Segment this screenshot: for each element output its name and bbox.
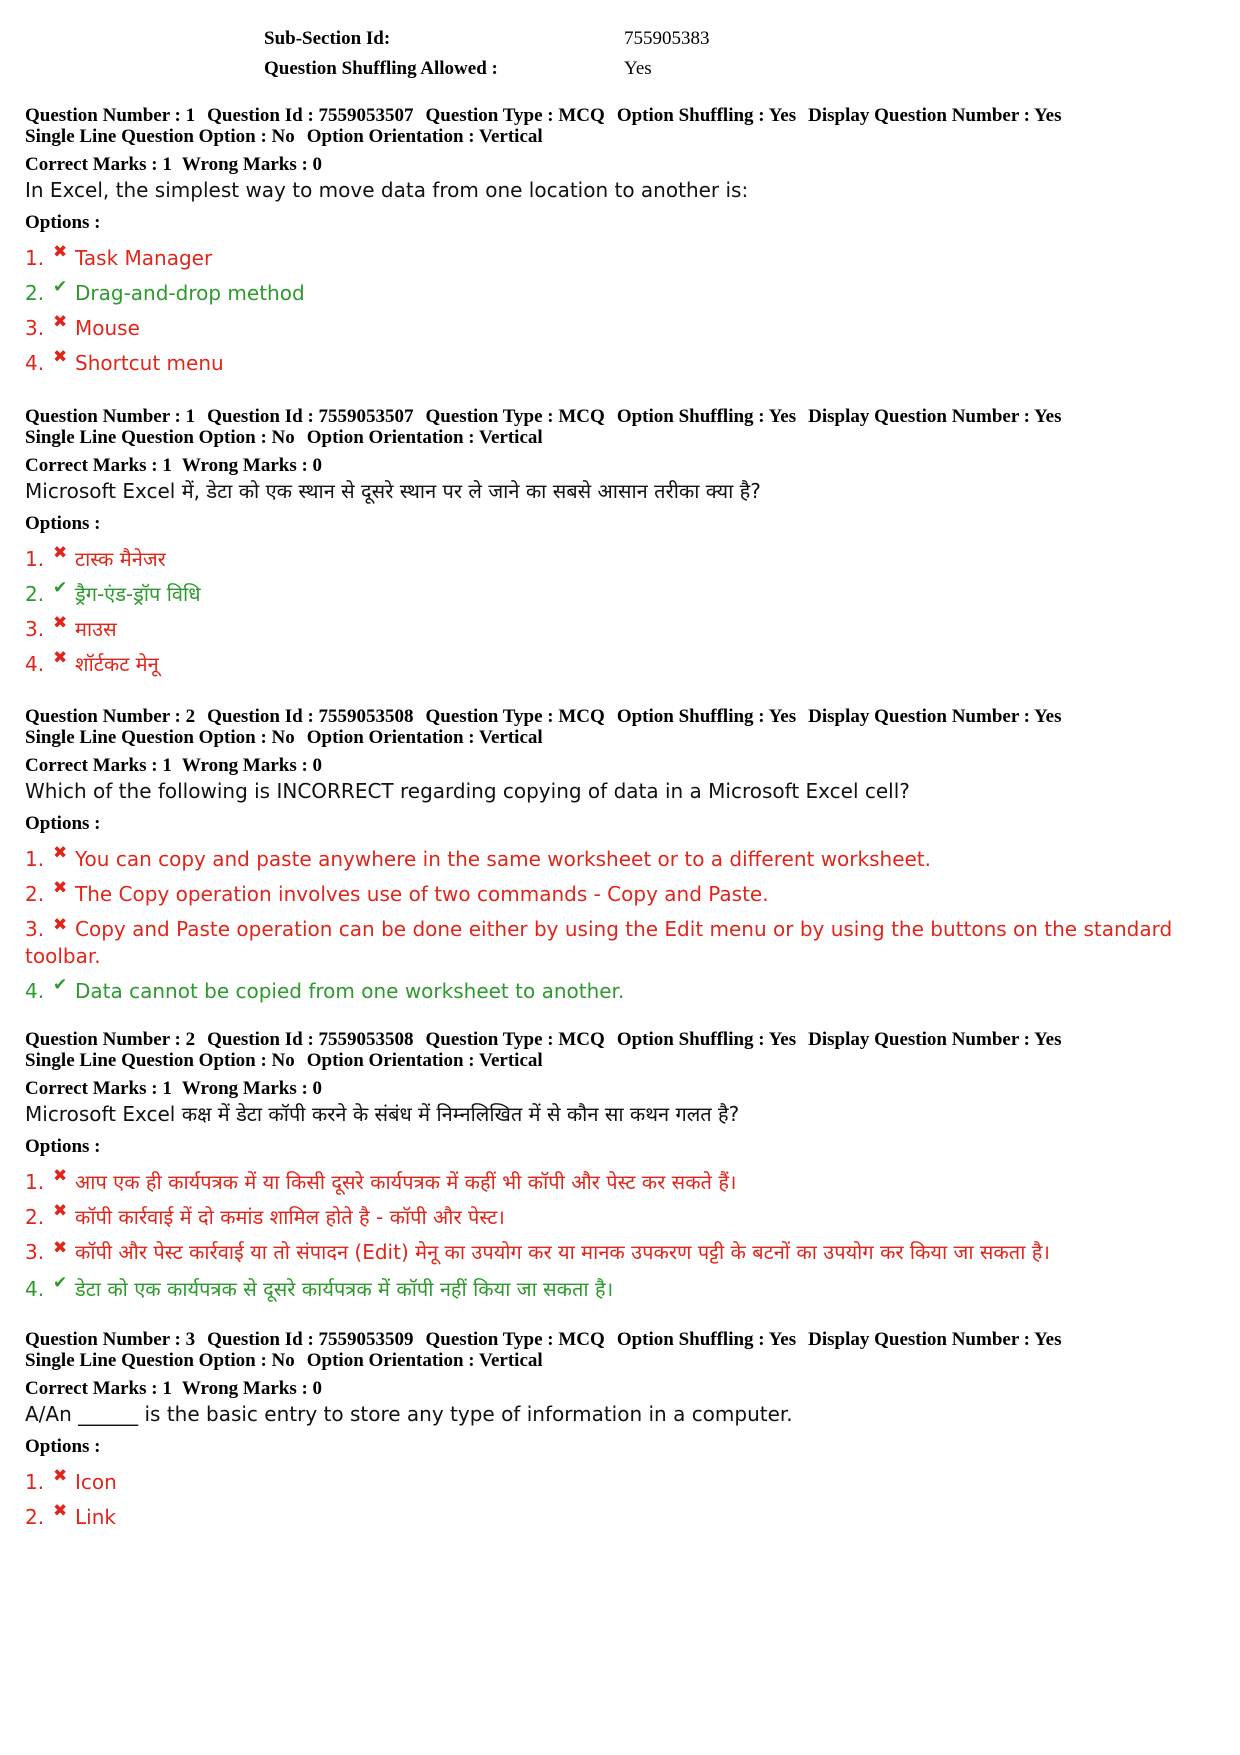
option-item <box>25 1201 1215 1230</box>
meta-qtype: Question Type : MCQ <box>425 105 605 126</box>
option-item <box>25 613 1215 642</box>
meta-qid: Question Id : 7559053509 <box>207 1329 414 1350</box>
option-text: टास्क मैनेजर <box>75 547 166 571</box>
meta-qtype: Question Type : MCQ <box>425 706 605 727</box>
options-label: Options : <box>25 513 101 534</box>
option-text: Icon <box>75 1470 117 1494</box>
option-number: 1. <box>25 547 45 571</box>
wrong-cross-icon: ✖ <box>53 1238 68 1258</box>
option-number: 4. <box>25 979 45 1003</box>
option-text: माउस <box>75 617 117 641</box>
meta-qnum: Question Number : 1 <box>25 105 196 126</box>
meta-display: Display Question Number : Yes <box>808 406 1062 427</box>
wrong-cross-icon: ✖ <box>53 843 68 863</box>
meta-singleline: Single Line Question Option : No <box>25 1350 295 1371</box>
option-item <box>25 1240 1215 1267</box>
correct-check-icon: ✔ <box>53 1273 68 1293</box>
option-text: Drag-and-drop method <box>75 281 305 305</box>
option-number: 3. <box>25 316 45 340</box>
option-number: 1. <box>25 847 45 871</box>
marks-line <box>25 755 1215 776</box>
wrong-marks: Wrong Marks : 0 <box>181 154 323 175</box>
meta-orientation: Option Orientation : Vertical <box>306 727 543 748</box>
question-meta-line-2 <box>25 126 1215 147</box>
question-shuffling-value: Yes <box>624 58 652 79</box>
option-item <box>25 1501 1215 1530</box>
meta-display: Display Question Number : Yes <box>808 706 1062 727</box>
subsection-header <box>264 24 710 84</box>
wrong-cross-icon: ✖ <box>53 1501 68 1521</box>
option-item <box>25 648 1215 677</box>
question-shuffling-row <box>264 54 710 84</box>
question-block <box>25 1029 1215 1302</box>
meta-orientation: Option Orientation : Vertical <box>306 1350 543 1371</box>
option-text: आप एक ही कार्यपत्रक में या किसी दूसरे कार्यपत्रक में कहीं भी कॉपी और पेस्ट कर सकते हैं। <box>75 1170 737 1194</box>
meta-orientation: Option Orientation : Vertical <box>306 1050 543 1071</box>
option-number: 2. <box>25 582 45 606</box>
wrong-marks: Wrong Marks : 0 <box>181 1078 323 1099</box>
question-block <box>25 706 1215 1004</box>
option-item <box>25 312 1215 341</box>
wrong-cross-icon: ✖ <box>53 242 68 262</box>
marks-line <box>25 455 1215 476</box>
option-text: Copy and Paste operation can be done either by using the Edit menu or by using the buttons on the standard toolbar. <box>25 917 1173 968</box>
question-meta-line-1 <box>25 706 1215 727</box>
option-number: 3. <box>25 617 45 641</box>
correct-marks: Correct Marks : 1 <box>25 154 172 175</box>
meta-orientation: Option Orientation : Vertical <box>306 427 543 448</box>
wrong-marks: Wrong Marks : 0 <box>181 755 323 776</box>
wrong-cross-icon: ✖ <box>53 648 68 668</box>
option-text: You can copy and paste anywhere in the same worksheet or to a different worksheet. <box>75 847 932 871</box>
option-item <box>25 578 1215 607</box>
option-item <box>25 878 1215 907</box>
meta-qnum: Question Number : 3 <box>25 1329 196 1350</box>
wrong-cross-icon: ✖ <box>53 613 68 633</box>
option-number: 2. <box>25 281 45 305</box>
meta-display: Display Question Number : Yes <box>808 105 1062 126</box>
question-meta-line-2 <box>25 1050 1215 1071</box>
option-text: The Copy operation involves use of two commands - Copy and Paste. <box>75 882 769 906</box>
meta-qtype: Question Type : MCQ <box>425 406 605 427</box>
option-text: Link <box>75 1505 116 1529</box>
question-meta-line-2 <box>25 1350 1215 1371</box>
meta-qid: Question Id : 7559053507 <box>207 105 414 126</box>
meta-qnum: Question Number : 2 <box>25 1029 196 1050</box>
question-shuffling-label: Question Shuffling Allowed : <box>264 58 498 79</box>
correct-check-icon: ✔ <box>53 578 68 598</box>
meta-optshuffle: Option Shuffling : Yes <box>616 706 797 727</box>
option-number: 1. <box>25 1470 45 1494</box>
option-item <box>25 917 1215 969</box>
meta-singleline: Single Line Question Option : No <box>25 727 295 748</box>
subsection-id-row <box>264 24 710 54</box>
options-label: Options : <box>25 813 101 834</box>
meta-optshuffle: Option Shuffling : Yes <box>616 406 797 427</box>
option-text: Task Manager <box>75 246 213 270</box>
meta-orientation: Option Orientation : Vertical <box>306 126 543 147</box>
option-text: ड्रैग-एंड-ड्रॉप विधि <box>75 582 201 606</box>
option-text: डेटा को एक कार्यपत्रक से दूसरे कार्यपत्रक में कॉपी नहीं किया जा सकता है। <box>75 1277 614 1301</box>
subsection-id-value: 755905383 <box>624 28 710 49</box>
options-label: Options : <box>25 212 101 233</box>
meta-qnum: Question Number : 2 <box>25 706 196 727</box>
option-number: 4. <box>25 652 45 676</box>
question-block <box>25 1329 1215 1530</box>
option-number: 4. <box>25 351 45 375</box>
question-meta-line-1 <box>25 406 1215 427</box>
option-text: कॉपी कार्रवाई में दो कमांड शामिल होते है - कॉपी और पेस्ट। <box>75 1205 505 1229</box>
question-text: In Excel, the simplest way to move data from one location to another is: <box>25 178 749 202</box>
meta-optshuffle: Option Shuffling : Yes <box>616 105 797 126</box>
option-item <box>25 975 1215 1004</box>
question-block <box>25 105 1215 376</box>
correct-marks: Correct Marks : 1 <box>25 1078 172 1099</box>
meta-singleline: Single Line Question Option : No <box>25 427 295 448</box>
option-number: 2. <box>25 882 45 906</box>
question-meta-line-1 <box>25 1029 1215 1050</box>
option-number: 1. <box>25 246 45 270</box>
wrong-cross-icon: ✖ <box>53 1201 68 1221</box>
subsection-id-label: Sub-Section Id: <box>264 28 391 49</box>
correct-marks: Correct Marks : 1 <box>25 455 172 476</box>
correct-check-icon: ✔ <box>53 975 68 995</box>
marks-line <box>25 1378 1215 1399</box>
marks-line <box>25 154 1215 175</box>
question-text: Which of the following is INCORRECT regarding copying of data in a Microsoft Excel cell? <box>25 779 910 803</box>
meta-singleline: Single Line Question Option : No <box>25 126 295 147</box>
wrong-cross-icon: ✖ <box>53 915 68 935</box>
question-text: A/An ______ is the basic entry to store any type of information in a computer. <box>25 1402 793 1426</box>
option-item <box>25 347 1215 376</box>
option-item <box>25 843 1215 872</box>
meta-display: Display Question Number : Yes <box>808 1329 1062 1350</box>
option-text: शॉर्टकट मेनू <box>75 652 159 676</box>
wrong-cross-icon: ✖ <box>53 878 68 898</box>
options-label: Options : <box>25 1436 101 1457</box>
option-text: Data cannot be copied from one worksheet to another. <box>75 979 625 1003</box>
option-number: 2. <box>25 1205 45 1229</box>
question-text: Microsoft Excel में, डेटा को एक स्थान से दूसरे स्थान पर ले जाने का सबसे आसान तरीका क्या है? <box>25 479 761 503</box>
option-item <box>25 1466 1215 1495</box>
marks-line <box>25 1078 1215 1099</box>
option-text: Shortcut menu <box>75 351 224 375</box>
meta-qid: Question Id : 7559053507 <box>207 406 414 427</box>
wrong-cross-icon: ✖ <box>53 543 68 563</box>
meta-qtype: Question Type : MCQ <box>425 1329 605 1350</box>
meta-singleline: Single Line Question Option : No <box>25 1050 295 1071</box>
question-text: Microsoft Excel कक्ष में डेटा कॉपी करने के संबंध में निम्नलिखित में से कौन सा कथन गलत है? <box>25 1102 740 1126</box>
question-meta-line-1 <box>25 1329 1215 1350</box>
correct-marks: Correct Marks : 1 <box>25 1378 172 1399</box>
option-item <box>25 543 1215 572</box>
question-meta-line-2 <box>25 727 1215 748</box>
option-text: Mouse <box>75 316 140 340</box>
option-text: कॉपी और पेस्ट कार्रवाई या तो संपादन (Edit) मेनू का उपयोग कर या मानक उपकरण पट्टी के बटनों का उपयोग कर किया जा सकता है। <box>75 1240 1050 1264</box>
wrong-cross-icon: ✖ <box>53 1166 68 1186</box>
option-item <box>25 242 1215 271</box>
correct-marks: Correct Marks : 1 <box>25 755 172 776</box>
option-number: 2. <box>25 1505 45 1529</box>
wrong-cross-icon: ✖ <box>53 347 68 367</box>
question-meta-line-2 <box>25 427 1215 448</box>
options-label: Options : <box>25 1136 101 1157</box>
wrong-marks: Wrong Marks : 0 <box>181 1378 323 1399</box>
question-block <box>25 406 1215 677</box>
meta-optshuffle: Option Shuffling : Yes <box>616 1329 797 1350</box>
wrong-cross-icon: ✖ <box>53 1466 68 1486</box>
option-number: 3. <box>25 917 45 941</box>
wrong-cross-icon: ✖ <box>53 312 68 332</box>
meta-optshuffle: Option Shuffling : Yes <box>616 1029 797 1050</box>
option-number: 3. <box>25 1240 45 1264</box>
option-item <box>25 1273 1215 1302</box>
meta-qtype: Question Type : MCQ <box>425 1029 605 1050</box>
option-number: 4. <box>25 1277 45 1301</box>
meta-display: Display Question Number : Yes <box>808 1029 1062 1050</box>
option-item <box>25 1166 1215 1195</box>
meta-qid: Question Id : 7559053508 <box>207 706 414 727</box>
option-item <box>25 277 1215 306</box>
wrong-marks: Wrong Marks : 0 <box>181 455 323 476</box>
meta-qnum: Question Number : 1 <box>25 406 196 427</box>
meta-qid: Question Id : 7559053508 <box>207 1029 414 1050</box>
correct-check-icon: ✔ <box>53 277 68 297</box>
question-meta-line-1 <box>25 105 1215 126</box>
option-number: 1. <box>25 1170 45 1194</box>
